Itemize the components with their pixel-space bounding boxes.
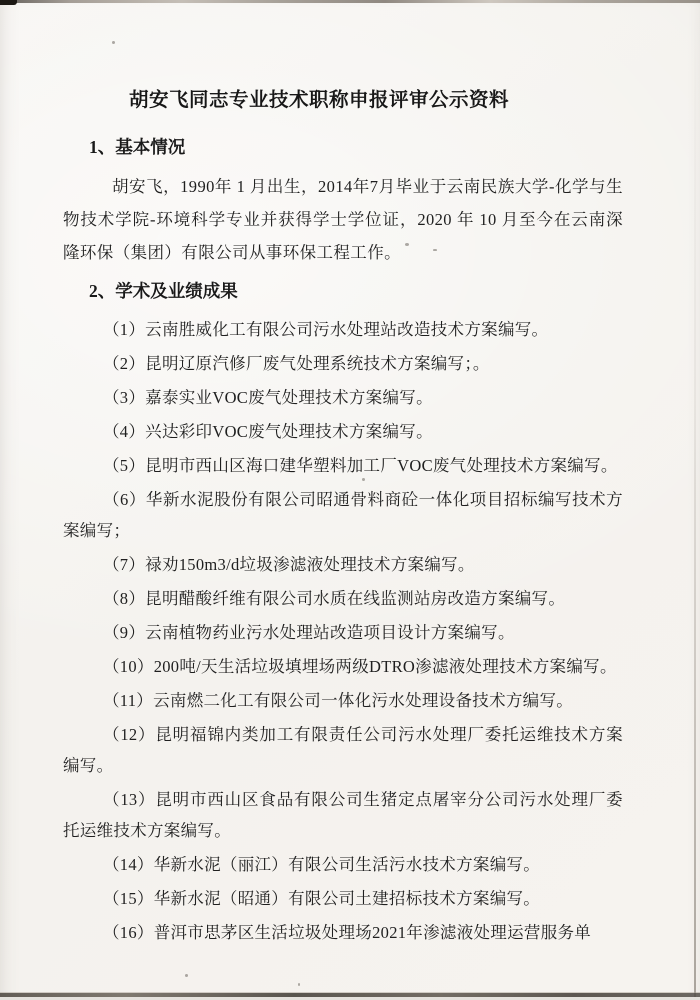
achievement-item-11: （11）云南燃二化工有限公司一体化污水处理设备技术方编写。 xyxy=(103,691,574,710)
achievement-list xyxy=(63,314,623,948)
section-2-heading: 2、学术及业绩成果 xyxy=(89,281,238,301)
achievement-item-13: （13）昆明市西山区食品有限公司生猪定点屠宰分公司污水处理厂委托运维技术方案编写。 xyxy=(63,790,623,840)
scan-edge-top xyxy=(0,0,700,3)
achievement-item-8: （8）昆明醋酸纤维有限公司水质在线监测站房改造方案编写。 xyxy=(103,589,566,608)
achievement-item-15: （15）华新水泥（昭通）有限公司土建招标技术方案编写。 xyxy=(103,889,541,908)
scan-edge-right xyxy=(694,0,696,1000)
achievement-item-1: （1）云南胜威化工有限公司污水处理站改造技术方案编写。 xyxy=(103,320,549,339)
document-title: 胡安飞同志专业技术职称申报评审公示资料 xyxy=(128,90,509,111)
scan-speck xyxy=(112,41,115,44)
section-1-heading: 1、基本情况 xyxy=(89,137,186,157)
achievement-item-4: （4）兴达彩印VOC废气处理技术方案编写。 xyxy=(103,422,433,441)
basic-info-paragraph: 胡安飞，1990年 1 月出生，2014年7月毕业于云南民族大学-化学与生物技术学院-环境科学专业并获得学士学位证，2020 年 10 月至今在云南深隆环保（集团）有限公司从事环保工程工作。 xyxy=(63,177,623,262)
achievement-item-6: （6）华新水泥股份有限公司昭通骨料商砼一体化项目招标编写技术方案编写； xyxy=(63,490,623,540)
achievement-item-12: （12）昆明福锦内类加工有限责任公司污水处理厂委托运维技术方案编写。 xyxy=(63,725,623,775)
achievement-item-2: （2）昆明辽原汽修厂废气处理系统技术方案编写；。 xyxy=(103,354,490,373)
scan-corner-mark xyxy=(0,0,17,5)
achievement-item-7: （7）禄劝150m3/d垃圾渗滤液处理技术方案编写。 xyxy=(103,555,475,574)
achievement-item-3: （3）嘉泰实业VOC废气处理技术方案编写。 xyxy=(103,388,433,407)
scan-speck xyxy=(298,983,300,986)
scan-speck xyxy=(185,974,188,977)
achievement-item-9: （9）云南植物药业污水处理站改造项目设计方案编写。 xyxy=(103,623,515,642)
achievement-item-16: （16）普洱市思茅区生活垃圾处理场2021年渗滤液处理运营服务单 xyxy=(103,923,592,942)
achievement-item-5: （5）昆明市西山区海口建华塑料加工厂VOC废气处理技术方案编写。 xyxy=(103,456,618,475)
achievement-item-14: （14）华新水泥（丽江）有限公司生活污水技术方案编写。 xyxy=(103,855,541,874)
document-content xyxy=(63,84,623,951)
achievement-item-10: （10）200吨/天生活垃圾填埋场两级DTRO渗滤液处理技术方案编写。 xyxy=(103,657,617,676)
